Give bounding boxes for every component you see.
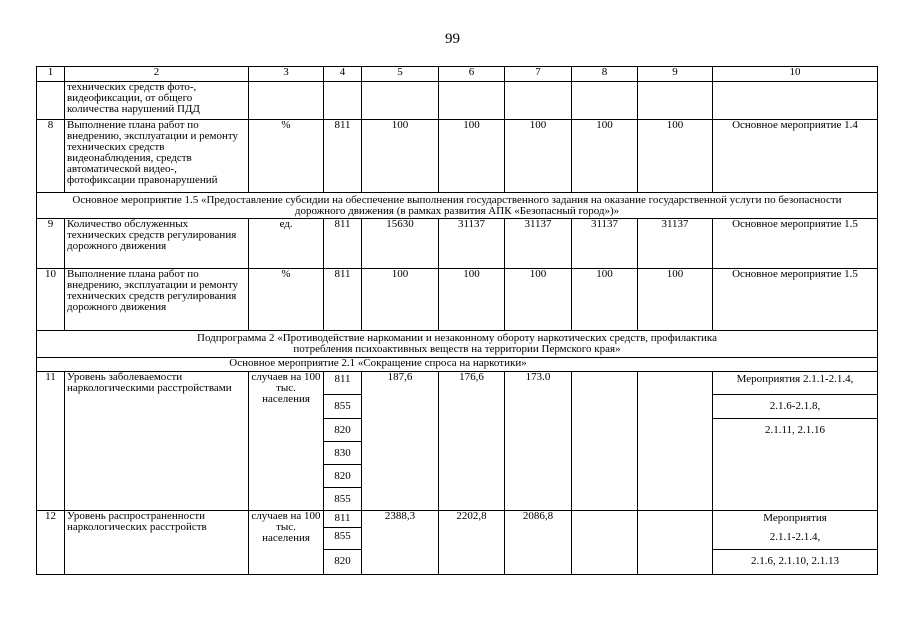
value: 100: [362, 120, 439, 193]
section-title: Основное мероприятие 2.1 «Сокращение спроса на наркотики»: [37, 358, 878, 372]
indicators-table: [36, 66, 878, 575]
code: 820: [324, 465, 361, 488]
value: 100: [439, 269, 505, 331]
table-row: [37, 372, 878, 511]
value: 100: [505, 120, 572, 193]
unit: ед.: [249, 219, 324, 269]
header-cell: 1: [37, 67, 65, 82]
row-number: 10: [37, 269, 65, 331]
code: 820: [324, 419, 361, 442]
section-row: [37, 331, 878, 358]
event: Основное мероприятие 1.5: [713, 269, 878, 331]
code: 855: [324, 395, 361, 419]
subprogram-title: Подпрограмма 2 «Противодействие наркомании и незаконному обороту наркотических средств, профилактика потребления психоактивных веществ на территории Пермского края»: [37, 331, 878, 358]
value: 100: [439, 120, 505, 193]
section-title: Основное мероприятие 1.5 «Предоставление субсидии на обеспечение выполнения государственного задания на оказание государственной услуги по безопасности дорожного движения (в рамках развития АПК «Безопасный город»)»: [37, 193, 878, 219]
code-stack: [324, 372, 361, 510]
unit: %: [249, 120, 324, 193]
event: Основное мероприятие 1.4: [713, 120, 878, 193]
section-row: [37, 193, 878, 219]
event: 2.1.1-2.1.4,: [713, 528, 877, 550]
indicator-name: технических средств фото-, видеофиксации, от общего количества нарушений ПДД: [65, 82, 249, 120]
value: 31137: [638, 219, 713, 269]
value: 100: [638, 269, 713, 331]
value: 2388,3: [362, 511, 439, 575]
event-stack: [713, 511, 877, 574]
row-number: 11: [37, 372, 65, 511]
code: 855: [334, 493, 351, 505]
value: 15630: [362, 219, 439, 269]
code: 811: [324, 372, 361, 395]
table-row: [37, 120, 878, 193]
code: 811: [324, 511, 361, 528]
unit: %: [249, 269, 324, 331]
row-number: 12: [37, 511, 65, 575]
code: 811: [324, 269, 362, 331]
header-row: [37, 67, 878, 82]
indicator-name: Уровень распространенности наркологических расстройств: [65, 511, 249, 575]
header-cell: 10: [713, 67, 878, 82]
event: 2.1.6, 2.1.10, 2.1.13: [751, 555, 839, 567]
value: 100: [505, 269, 572, 331]
code: 830: [324, 442, 361, 465]
value: 2086,8: [505, 511, 572, 575]
unit: случаев на 100 тыс. населения: [249, 372, 324, 511]
code-stack: [324, 511, 361, 574]
header-cell: 9: [638, 67, 713, 82]
event-stack: [713, 372, 877, 510]
table-row: [37, 82, 878, 120]
table-row: [37, 511, 878, 575]
event: Мероприятия: [763, 512, 827, 524]
event: 2.1.6-2.1.8,: [713, 395, 877, 419]
indicator-name: Выполнение плана работ по внедрению, эксплуатации и ремонту технических средств регулирования дорожного движения: [65, 269, 249, 331]
header-cell: 4: [324, 67, 362, 82]
event: Мероприятия 2.1.1-2.1.4,: [713, 372, 877, 395]
value: 173.0: [505, 372, 572, 511]
value: 100: [362, 269, 439, 331]
value: 31137: [439, 219, 505, 269]
code: 855: [324, 528, 361, 550]
indicator-name: Уровень заболеваемости наркологическими расстройствами: [65, 372, 249, 511]
value: 2202,8: [439, 511, 505, 575]
event: Основное мероприятие 1.5: [713, 219, 878, 269]
header-cell: 2: [65, 67, 249, 82]
indicator-name: Количество обслуженных технических средств регулирования дорожного движения: [65, 219, 249, 269]
header-cell: 8: [572, 67, 638, 82]
unit: случаев на 100 тыс. населения: [249, 511, 324, 575]
row-number: 8: [37, 120, 65, 193]
table-row: [37, 269, 878, 331]
row-number: 9: [37, 219, 65, 269]
code: 820: [334, 555, 351, 567]
indicator-name: Выполнение плана работ по внедрению, эксплуатации и ремонту технических средств видеонаблюдения, средств автоматической видео-, фотофиксации правонарушений: [65, 120, 249, 193]
value: 100: [572, 269, 638, 331]
value: 100: [572, 120, 638, 193]
header-cell: 5: [362, 67, 439, 82]
table-row: [37, 219, 878, 269]
header-cell: 6: [439, 67, 505, 82]
value: 100: [638, 120, 713, 193]
event: 2.1.11, 2.1.16: [764, 424, 826, 436]
section-row: [37, 358, 878, 372]
header-cell: 3: [249, 67, 324, 82]
value: 31137: [505, 219, 572, 269]
code: 811: [324, 219, 362, 269]
page-number: 99: [445, 31, 460, 47]
value: 31137: [572, 219, 638, 269]
value: 187,6: [362, 372, 439, 511]
code: 811: [324, 120, 362, 193]
value: 176,6: [439, 372, 505, 511]
header-cell: 7: [505, 67, 572, 82]
